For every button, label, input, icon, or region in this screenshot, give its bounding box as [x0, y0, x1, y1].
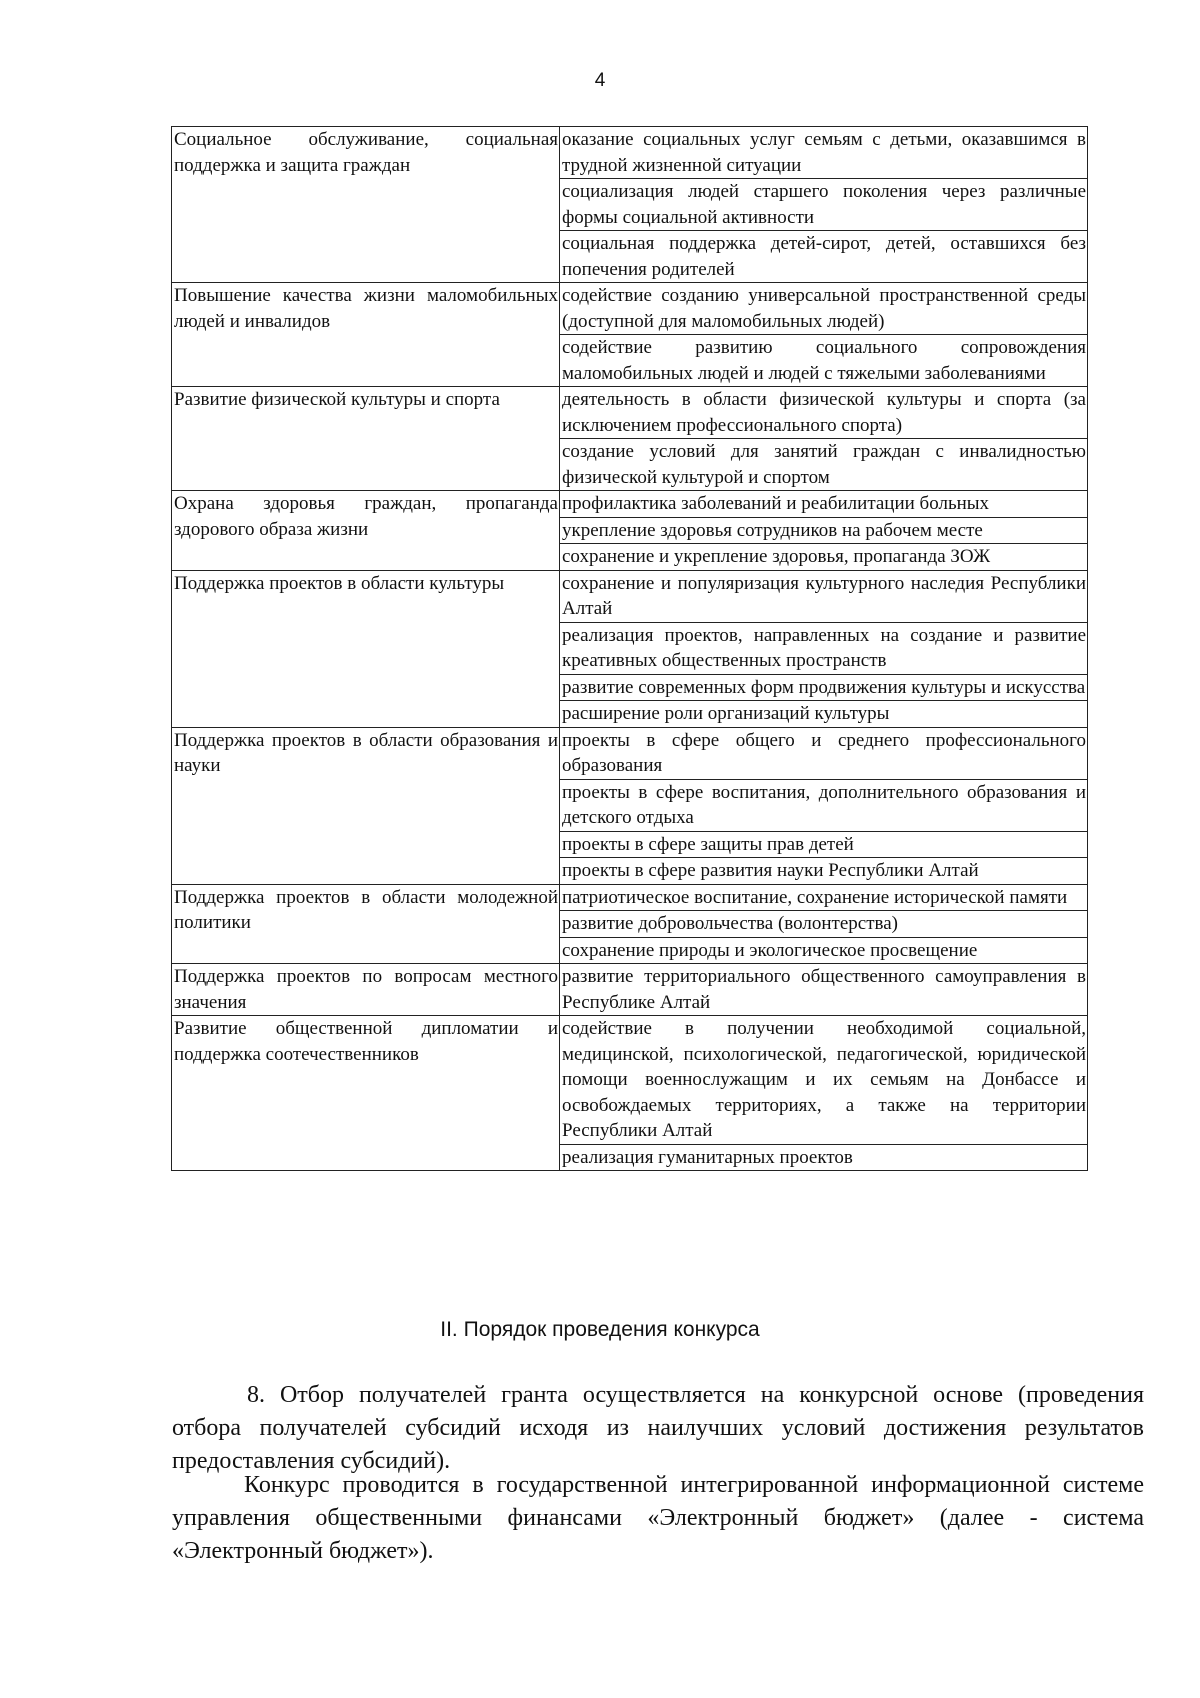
table-row: [172, 727, 1088, 779]
activity-cell: проекты в сфере общего и среднего профессионального образования: [560, 727, 1088, 779]
grant-directions-table: [171, 126, 1088, 1171]
activity-cell: содействие развитию социального сопровождения маломобильных людей и людей с тяжелыми заболеваниями: [560, 335, 1088, 387]
table-row: [172, 1016, 1088, 1145]
activity-cell: развитие современных форм продвижения культуры и искусства: [560, 674, 1088, 701]
activity-cell: проекты в сфере воспитания, дополнительного образования и детского отдыха: [560, 779, 1088, 831]
section-title: II. Порядок проведения конкурса: [440, 1318, 760, 1341]
activity-cell: социализация людей старшего поколения через различные формы социальной активности: [560, 179, 1088, 231]
paragraph-8: 8. Отбор получателей гранта осуществляется на конкурсной основе (проведения отбора получателей субсидий исходя из наилучших условий достижения результатов предоставления субсидий).: [172, 1382, 1144, 1474]
activity-cell: профилактика заболеваний и реабилитации больных: [560, 491, 1088, 518]
activity-cell: содействие созданию универсальной пространственной среды (доступной для маломобильных людей): [560, 283, 1088, 335]
activity-cell: реализация гуманитарных проектов: [560, 1144, 1088, 1171]
direction-cell: Охрана здоровья граждан, пропаганда здорового образа жизни: [172, 491, 560, 571]
activity-cell: развитие добровольчества (волонтерства): [560, 911, 1088, 938]
activity-cell: патриотическое воспитание, сохранение исторической памяти: [560, 884, 1088, 911]
activity-cell: расширение роли организаций культуры: [560, 701, 1088, 728]
table-row: [172, 964, 1088, 1016]
table-row: [172, 127, 1088, 179]
table-row: [172, 283, 1088, 335]
direction-cell: Поддержка проектов по вопросам местного значения: [172, 964, 560, 1016]
activity-cell: сохранение и укрепление здоровья, пропаганда ЗОЖ: [560, 544, 1088, 571]
direction-cell: Поддержка проектов в области культуры: [172, 570, 560, 727]
direction-cell: Повышение качества жизни маломобильных людей и инвалидов: [172, 283, 560, 387]
activity-cell: деятельность в области физической культуры и спорта (за исключением профессионального спорта): [560, 387, 1088, 439]
activity-cell: сохранение природы и экологическое просвещение: [560, 937, 1088, 964]
page-number: 4: [594, 70, 606, 91]
direction-cell: Развитие физической культуры и спорта: [172, 387, 560, 491]
table-row: [172, 491, 1088, 518]
grant-directions-table-body: [172, 127, 1088, 1171]
paragraph-contest-system: Конкурс проводится в государственной интегрированной информационной системе управления общественными финансами «Электронный бюджет» (далее - система «Электронный бюджет»).: [172, 1472, 1144, 1564]
activity-cell: реализация проектов, направленных на создание и развитие креативных общественных пространств: [560, 622, 1088, 674]
activity-cell: содействие в получении необходимой социальной, медицинской, психологической, педагогической, юридической помощи военнослужащим и их семьям на Донбассе и освобождаемых территориях, а также на территории Республики Алтай: [560, 1016, 1088, 1145]
activity-cell: укрепление здоровья сотрудников на рабочем месте: [560, 517, 1088, 544]
activity-cell: развитие территориального общественного самоуправления в Республике Алтай: [560, 964, 1088, 1016]
direction-cell: Социальное обслуживание, социальная поддержка и защита граждан: [172, 127, 560, 283]
direction-cell: Поддержка проектов в области молодежной политики: [172, 884, 560, 964]
table-row: [172, 387, 1088, 439]
direction-cell: Развитие общественной дипломатии и поддержка соотечественников: [172, 1016, 560, 1171]
activity-cell: сохранение и популяризация культурного наследия Республики Алтай: [560, 570, 1088, 622]
table-row: [172, 884, 1088, 911]
activity-cell: оказание социальных услуг семьям с детьми, оказавшимся в трудной жизненной ситуации: [560, 127, 1088, 179]
activity-cell: социальная поддержка детей-сирот, детей, оставшихся без попечения родителей: [560, 231, 1088, 283]
activity-cell: проекты в сфере защиты прав детей: [560, 831, 1088, 858]
activity-cell: проекты в сфере развития науки Республики Алтай: [560, 858, 1088, 885]
activity-cell: создание условий для занятий граждан с инвалидностью физической культурой и спортом: [560, 439, 1088, 491]
direction-cell: Поддержка проектов в области образования и науки: [172, 727, 560, 884]
table-row: [172, 570, 1088, 622]
